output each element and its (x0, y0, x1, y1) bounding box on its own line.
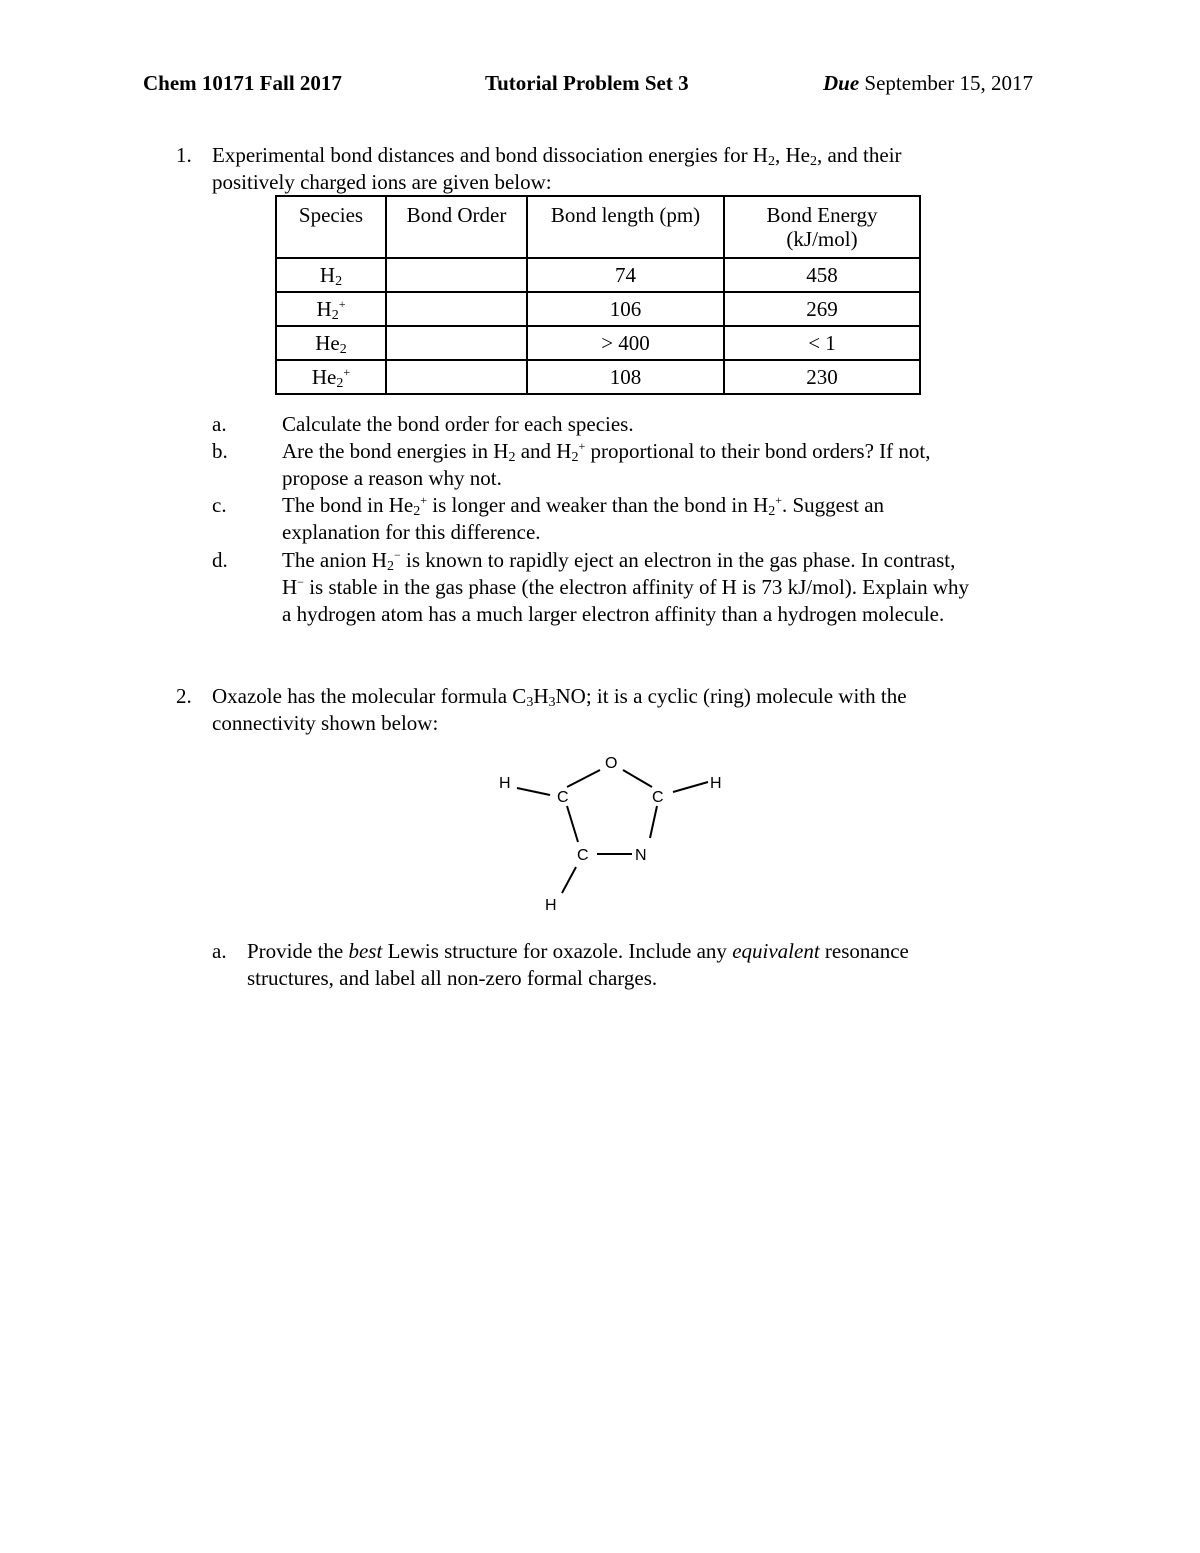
table-header-row (276, 196, 920, 258)
subscript: 2 (571, 450, 579, 465)
part-b-text-segment: Are the bond energies in H (282, 439, 509, 463)
table-row (276, 258, 920, 292)
superscript: + (343, 365, 351, 379)
species-cell (276, 292, 386, 326)
q2-part-a-emphasis: best (348, 939, 383, 963)
part-c-text (282, 492, 1072, 546)
part-d-text-segment: is stable in the gas phase (the electron affinity of H is 73 kJ/mol). Explain why (303, 575, 970, 599)
part-c-text-segment: . Suggest an (781, 493, 885, 517)
part-d-label: d. (212, 548, 228, 572)
bond-c-c (567, 806, 578, 842)
part-d-text-segment: The anion H (282, 548, 387, 572)
subscript: 2 (335, 274, 343, 289)
q2-part-a-segment: structures, and label all non-zero formal charges. (247, 966, 658, 990)
atom-n: N (635, 847, 647, 864)
q1-intro-text: , He (774, 143, 810, 167)
oxazole-structure-diagram (490, 748, 730, 918)
bond-h-c-left (517, 788, 550, 795)
due-date-value: September 15, 2017 (864, 71, 1033, 95)
superscript: + (578, 439, 586, 453)
header-bond-order: Bond Order (386, 196, 527, 258)
species-base: H (316, 297, 332, 321)
atom-c-left: C (557, 789, 569, 806)
bond-c-o (567, 770, 600, 787)
part-d-text-segment: H (282, 575, 298, 599)
bond-energy-cell: < 1 (724, 326, 920, 360)
header-bond-energy (724, 196, 920, 258)
species-cell (276, 258, 386, 292)
q2-part-a-segment: Provide the (247, 939, 349, 963)
superscript: − (297, 575, 304, 589)
species-base: H (319, 263, 336, 287)
bond-energy-cell: 230 (724, 360, 920, 394)
header-species: Species (276, 196, 386, 258)
part-c-text-segment: The bond in He (282, 493, 414, 517)
atom-h-left: H (499, 775, 511, 792)
part-c-text-segment: is longer and weaker than the bond in H (427, 493, 769, 517)
q2-intro-text: NO; it is a cyclic (ring) molecule with the (555, 684, 907, 708)
subscript: 2 (413, 504, 421, 519)
superscript: − (393, 548, 401, 562)
bond-o-c (623, 770, 652, 787)
subscript: 2 (809, 154, 817, 169)
atom-o: O (605, 755, 618, 772)
question-2-intro (212, 683, 1072, 737)
q2-part-a-label: a. (212, 939, 227, 963)
bond-length-cell: 108 (527, 360, 724, 394)
superscript: + (338, 297, 346, 311)
part-b-text-segment: proportional to their bond orders? If not, (585, 439, 931, 463)
species-cell (276, 326, 386, 360)
part-c-text-segment: explanation for this difference. (282, 520, 541, 544)
subscript: 2 (508, 450, 516, 465)
superscript: + (420, 493, 428, 507)
bond-order-cell (386, 326, 527, 360)
bond-length-cell: 106 (527, 292, 724, 326)
atom-h-bottom: H (545, 897, 557, 914)
header-bond-energy-line1: Bond Energy (766, 203, 878, 227)
species-base: He (315, 331, 340, 355)
bond-order-cell (386, 258, 527, 292)
table-row (276, 326, 920, 360)
subscript: 2 (336, 376, 344, 391)
part-b-text-segment: and H (515, 439, 572, 463)
part-b-text-segment: propose a reason why not. (282, 466, 502, 490)
bond-c-h-right (673, 782, 708, 792)
bond-order-cell (386, 292, 527, 326)
subscript: 2 (331, 308, 339, 323)
subscript: 2 (767, 154, 775, 169)
q2-part-a-segment: Lewis structure for oxazole. Include any (382, 939, 733, 963)
part-c-label: c. (212, 493, 227, 517)
atom-h-right: H (710, 775, 722, 792)
q2-part-a-emphasis: equivalent (732, 939, 820, 963)
due-date (823, 71, 1033, 96)
bond-data-table (275, 195, 921, 395)
q2-intro-text: Oxazole has the molecular formula C (212, 684, 527, 708)
bond-length-cell: > 400 (527, 326, 724, 360)
part-b-label: b. (212, 439, 228, 463)
subscript: 2 (768, 504, 776, 519)
question-1-number: 1. (176, 143, 192, 167)
table-row (276, 292, 920, 326)
bond-energy-cell: 458 (724, 258, 920, 292)
part-d-text-segment: a hydrogen atom has a much larger electron affinity than a hydrogen molecule. (282, 602, 945, 626)
part-d-text (282, 547, 1072, 628)
bond-order-cell (386, 360, 527, 394)
subscript: 2 (386, 559, 394, 574)
subscript: 2 (339, 342, 347, 357)
species-base: He (311, 365, 337, 389)
q1-intro-text: , and their (816, 143, 902, 167)
q1-intro-text: Experimental bond distances and bond dissociation energies for H (212, 143, 768, 167)
bond-length-cell: 74 (527, 258, 724, 292)
course-title: Chem 10171 Fall 2017 (143, 71, 342, 95)
question-1-intro (212, 142, 1072, 196)
problem-set-title: Tutorial Problem Set 3 (485, 71, 689, 95)
q2-part-a-segment: resonance (819, 939, 909, 963)
header-bond-energy-line2: (kJ/mol) (786, 227, 858, 251)
subscript: 3 (526, 695, 534, 710)
q2-part-a-text (247, 938, 1047, 992)
atom-c-bottom: C (577, 847, 589, 864)
header-bond-length: Bond length (pm) (527, 196, 724, 258)
atom-c-right: C (652, 789, 664, 806)
part-d-text-segment: is known to rapidly eject an electron in the gas phase. In contrast, (400, 548, 956, 572)
bond-energy-cell: 269 (724, 292, 920, 326)
part-b-text (282, 438, 1072, 492)
bond-c-h-bottom (562, 867, 576, 893)
subscript: 3 (548, 695, 556, 710)
due-label: Due (823, 71, 860, 95)
species-cell (276, 360, 386, 394)
question-2-number: 2. (176, 684, 192, 708)
q1-intro-text: positively charged ions are given below: (212, 170, 552, 194)
superscript: + (775, 493, 782, 507)
q2-intro-text: connectivity shown below: (212, 711, 439, 735)
part-a-text: Calculate the bond order for each species. (282, 412, 634, 436)
table-row (276, 360, 920, 394)
bond-c-n (650, 806, 657, 838)
q2-intro-text: H (533, 684, 549, 708)
part-a-label: a. (212, 412, 227, 436)
